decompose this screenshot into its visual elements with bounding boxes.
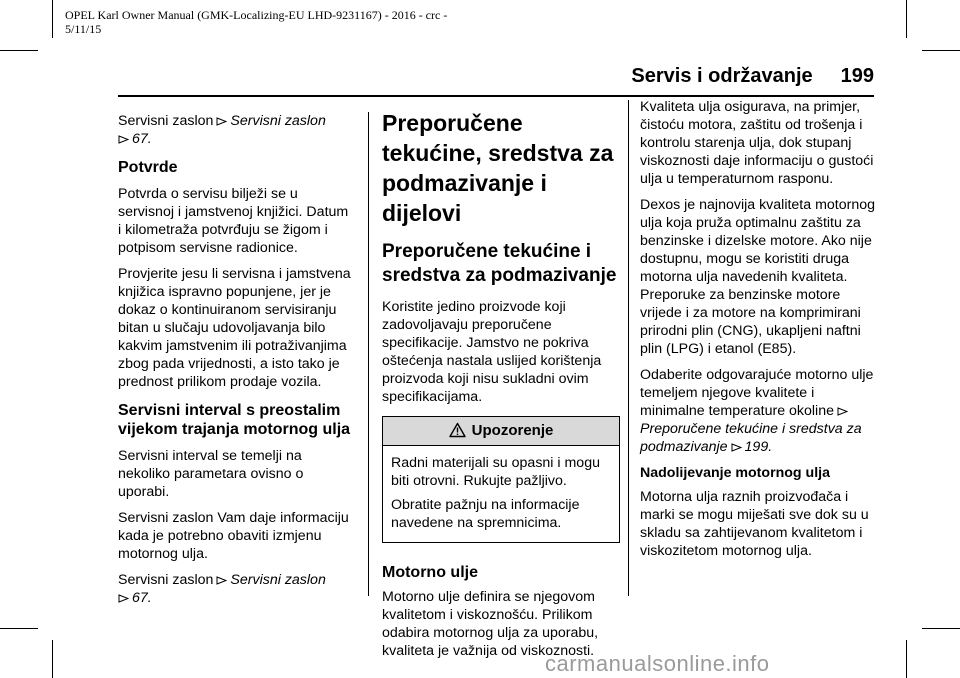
paragraph: Dexos je najnovija kvaliteta motornog ulja koja pruža optimalnu zaštitu za benzinske i dizelske motore. Ako nije dostupnu, mogu se koristiti druga motorna ulja navedenih kvaliteta. Preporuke za benzinske motore vrijede i za motore na komprimirani prirodni plin (CNG), ukapljeni naftni plin (LPG) i etanol (E85). xyxy=(640,197,876,357)
heading-nadolijevanje: Nadolijevanje motornog ulja xyxy=(640,465,830,481)
column-divider xyxy=(628,100,629,596)
paragraph: Kvaliteta ulja osigurava, na primjer, čistoću motora, zaštitu od trošenja i kontrolu starenja ulja, dok stupanj viskoznosti daje informaciju o gustoći ulja u temperaturnom rasponu. xyxy=(640,99,874,187)
crop-mark xyxy=(906,0,907,38)
crossref-link[interactable]: Preporučene tekućine i sredstva za podmazivanje xyxy=(640,421,862,455)
crossref-arrow-icon xyxy=(216,575,227,586)
crossref-page[interactable]: 67. xyxy=(132,590,152,606)
text: Servisni zaslon xyxy=(118,572,214,588)
heading-motorno-ulje: Motorno ulje xyxy=(382,564,478,581)
crop-mark xyxy=(922,50,960,51)
crossref-page[interactable]: 199. xyxy=(744,439,773,455)
crossref-arrow-icon xyxy=(118,593,129,604)
column-divider xyxy=(368,112,369,596)
crossref-arrow-icon xyxy=(837,406,848,417)
paragraph xyxy=(118,571,354,607)
meta-line-1: OPEL Karl Owner Manual (GMK-Localizing-EU LHD-9231167) - 2016 - crc - xyxy=(65,8,448,22)
crop-mark xyxy=(52,0,53,38)
paragraph xyxy=(640,366,880,456)
warning-box xyxy=(382,416,620,543)
warning-body xyxy=(383,446,619,542)
page-number: 199 xyxy=(840,65,874,87)
paragraph xyxy=(118,112,354,148)
paragraph: Provjerite jesu li servisna i jamstvena knjižica ispravno popunjene, jer je dokaz o kontinuiranom servisiranju bitan u slučaju udovoljavanja bilo kakvim jamstvenim ili potraživanjima zbog pada vrijednosti, a isto tako je prednost prilikom prodaje vozila. xyxy=(118,266,351,390)
crop-mark xyxy=(0,50,38,51)
column-3 xyxy=(640,98,880,568)
crossref-arrow-icon xyxy=(216,116,227,127)
crop-mark xyxy=(922,628,960,629)
crossref-link[interactable]: Servisni zaslon xyxy=(230,572,326,588)
paragraph: Servisni interval se temelji na nekoliko parametara ovisno o uporabi. xyxy=(118,448,304,500)
watermark: carmanualsonline.info xyxy=(545,651,770,676)
crop-mark xyxy=(906,640,907,678)
section-title: Servis i održavanje xyxy=(631,65,813,87)
paragraph: Motorna ulja raznih proizvođača i marki se mogu miješati sve dok su u skladu sa zahtijevanom kvalitetom i viskozitetom motornog ulja. xyxy=(640,489,869,559)
print-meta xyxy=(65,8,545,36)
crop-mark xyxy=(52,640,53,678)
chapter-heading: Preporučene tekućine, sredstva za podmazivanje i dijelovi xyxy=(382,110,614,226)
section-heading: Preporučene tekućine i sredstva za podmazivanje xyxy=(382,241,617,286)
meta-line-2: 5/11/15 xyxy=(65,22,102,36)
column-1 xyxy=(118,112,354,615)
warning-text: Obratite pažnju na informacije navedene na spremnicima. xyxy=(391,497,580,531)
heading-potvrde: Potvrde xyxy=(118,159,178,176)
warning-text: Radni materijali su opasni i mogu biti otrovni. Rukujte pažljivo. xyxy=(391,455,600,489)
paragraph: Servisni zaslon Vam daje informaciju kada je potrebno obaviti izmjenu motornog ulja. xyxy=(118,510,349,562)
crop-mark xyxy=(0,628,38,629)
warning-title: Upozorenje xyxy=(471,422,554,439)
text: Servisni zaslon xyxy=(118,113,214,129)
paragraph: Potvrda o servisu bilježi se u servisnoj i jamstvenoj knjižici. Datum i kilometraža potvrđuju se žigom i potpisom servisne radionice. xyxy=(118,186,349,256)
column-2 xyxy=(382,108,620,668)
paragraph: Motorno ulje definira se njegovom kvalitetom i viskoznošću. Prilikom odabira motornog ulja za uporabu, kvaliteta je važnija od viskoznosti. xyxy=(382,589,599,659)
heading-service-interval: Servisni interval s preostalim vijekom trajanja motornog ulja xyxy=(118,402,351,438)
crossref-page[interactable]: 67. xyxy=(132,131,152,147)
paragraph: Koristite jedino proizvode koji zadovoljavaju preporučene specifikacije. Jamstvo ne pokriva oštećenja nastala uslijed korištenja proizvoda koji nisu sukladni ovim specifikacijama. xyxy=(382,299,602,405)
header-rule xyxy=(118,95,874,97)
warning-triangle-icon xyxy=(449,422,466,438)
crossref-arrow-icon xyxy=(731,442,742,453)
text: Odaberite odgovarajuće motorno ulje temeljem njegove kvalitete i minimalne temperature okoline xyxy=(640,367,874,419)
warning-header xyxy=(383,417,619,446)
crossref-arrow-icon xyxy=(118,134,129,145)
crossref-link[interactable]: Servisni zaslon xyxy=(230,113,326,129)
running-head xyxy=(631,64,874,88)
